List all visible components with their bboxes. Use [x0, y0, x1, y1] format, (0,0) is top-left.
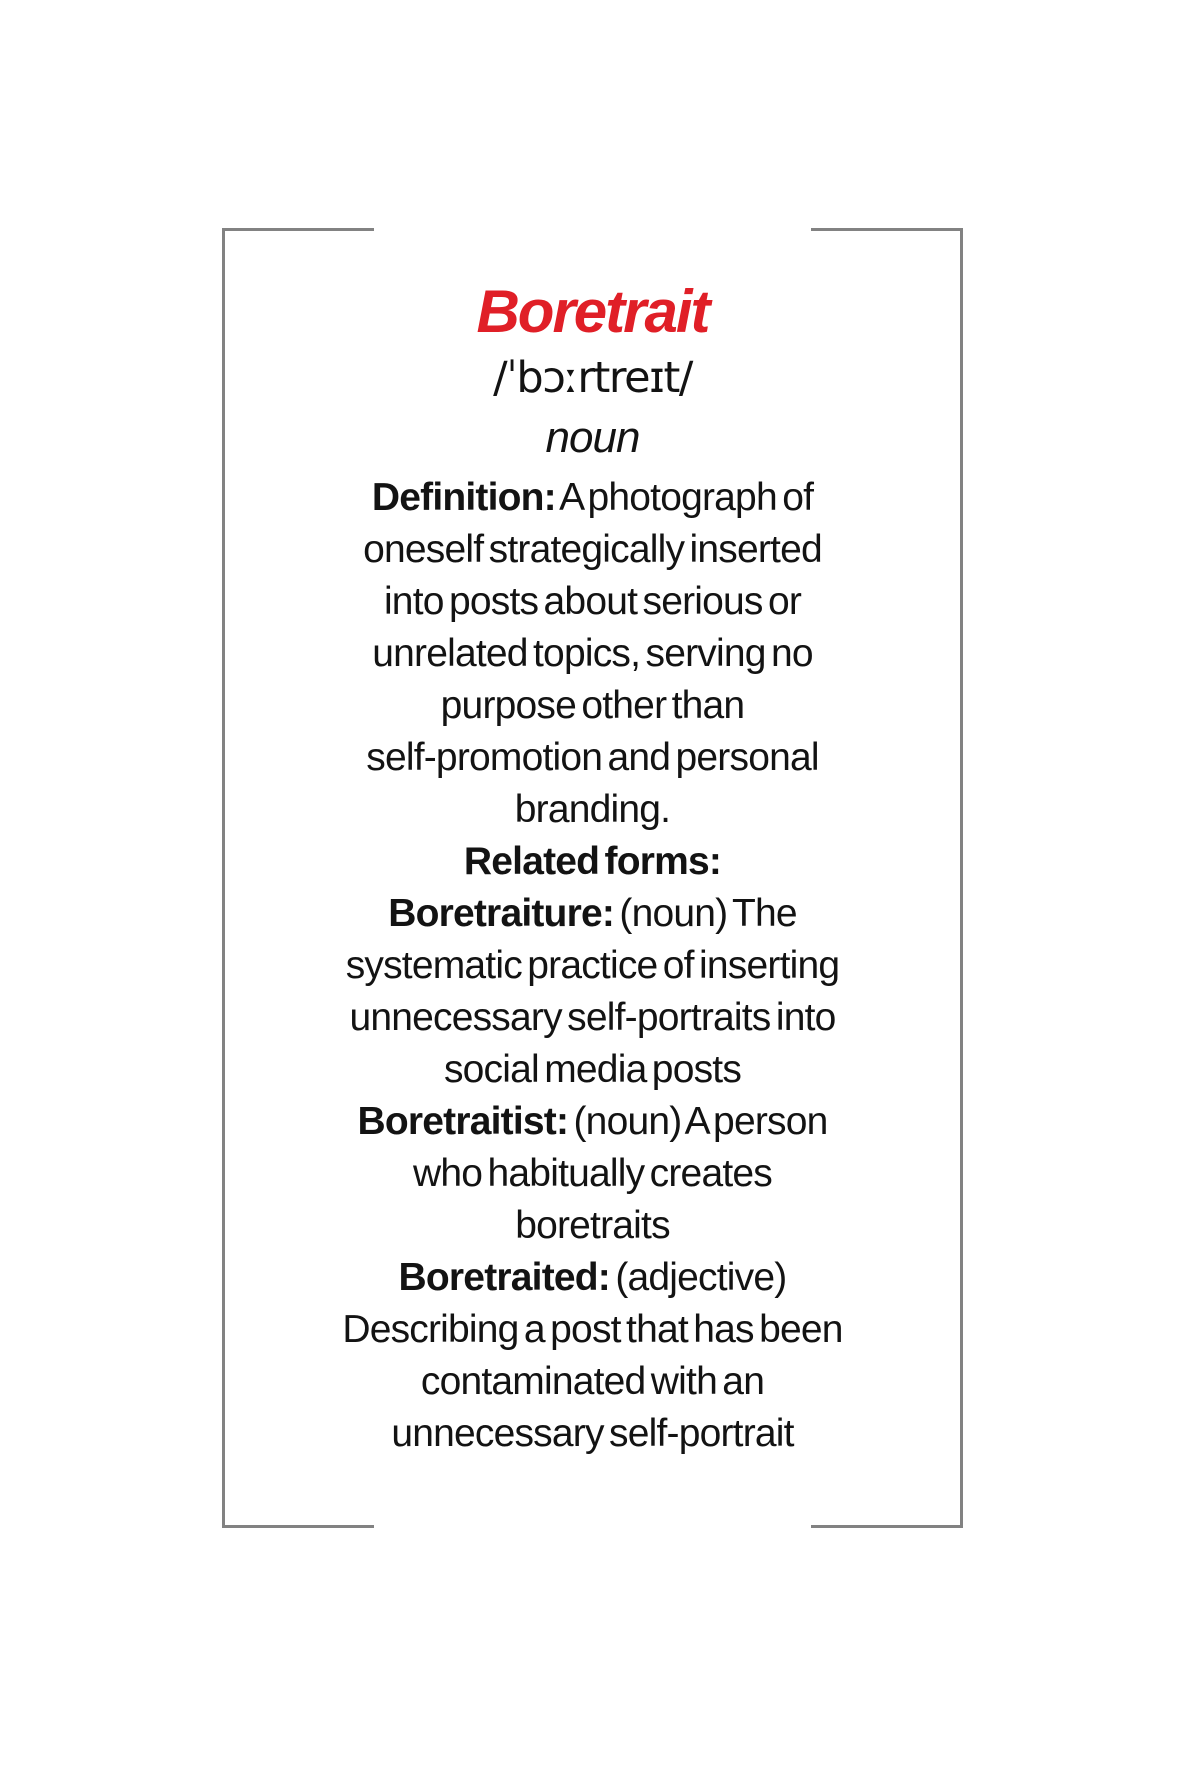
- frame-corner-bottom-left: [222, 1525, 374, 1528]
- line-text: A photograph of: [555, 476, 814, 519]
- line-text: self-promotion and personal: [366, 736, 819, 779]
- text-line: [235, 576, 950, 628]
- text-line: [235, 784, 950, 836]
- text-line: [235, 732, 950, 784]
- text-line: [235, 628, 950, 680]
- text-line: [235, 888, 950, 940]
- text-line: [235, 472, 950, 524]
- text-line: [235, 1044, 950, 1096]
- text-line: [235, 1148, 950, 1200]
- boretraiture-label: Boretraiture:: [388, 892, 615, 935]
- card-content: [235, 278, 950, 1460]
- line-text: who habitually creates: [413, 1152, 772, 1195]
- text-line: [235, 1304, 950, 1356]
- line-text: boretraits: [515, 1204, 670, 1247]
- line-text: (noun) A person: [568, 1100, 828, 1143]
- text-line: [235, 1096, 950, 1148]
- text-line: [235, 1200, 950, 1252]
- frame-corner-bottom-right: [811, 1525, 963, 1528]
- text-line: [235, 1356, 950, 1408]
- boretraitist-label: Boretraitist:: [357, 1100, 569, 1143]
- line-text: Describing a post that has been: [342, 1308, 843, 1351]
- related-forms-label: Related forms:: [463, 840, 722, 883]
- frame-corner-top-left: [222, 228, 374, 231]
- line-text: (noun) The: [614, 892, 797, 935]
- line-text: unnecessary self-portrait: [391, 1412, 794, 1455]
- frame-corner-top-right: [811, 228, 963, 231]
- line-text: contaminated with an: [420, 1360, 765, 1403]
- boretraited-label: Boretraited:: [398, 1256, 610, 1299]
- part-of-speech-label: noun: [545, 413, 640, 462]
- text-line: [235, 1408, 950, 1460]
- line-text: unnecessary self-portraits into: [349, 996, 836, 1039]
- text-line: [235, 680, 950, 732]
- line-text: systematic practice of inserting: [345, 944, 840, 987]
- definition-card: [222, 228, 963, 1528]
- text-line: [235, 524, 950, 576]
- line-text: oneself strategically inserted: [363, 528, 822, 571]
- word-title: Boretrait: [476, 278, 709, 345]
- line-text: unrelated topics, serving no: [372, 632, 813, 675]
- text-line: [235, 992, 950, 1044]
- line-text: into posts about serious or: [383, 580, 802, 623]
- line-text: purpose other than: [440, 684, 745, 727]
- text-line: [235, 940, 950, 992]
- line-text: (adjective): [609, 1256, 787, 1299]
- definition-label: Definition:: [371, 476, 556, 519]
- definition-body: [235, 472, 950, 1460]
- text-line: [235, 836, 950, 888]
- text-line: [235, 1252, 950, 1304]
- phonetic-transcription: /ˈbɔːrtreɪt/: [493, 353, 692, 403]
- line-text: branding.: [514, 788, 671, 831]
- line-text: social media posts: [443, 1048, 742, 1091]
